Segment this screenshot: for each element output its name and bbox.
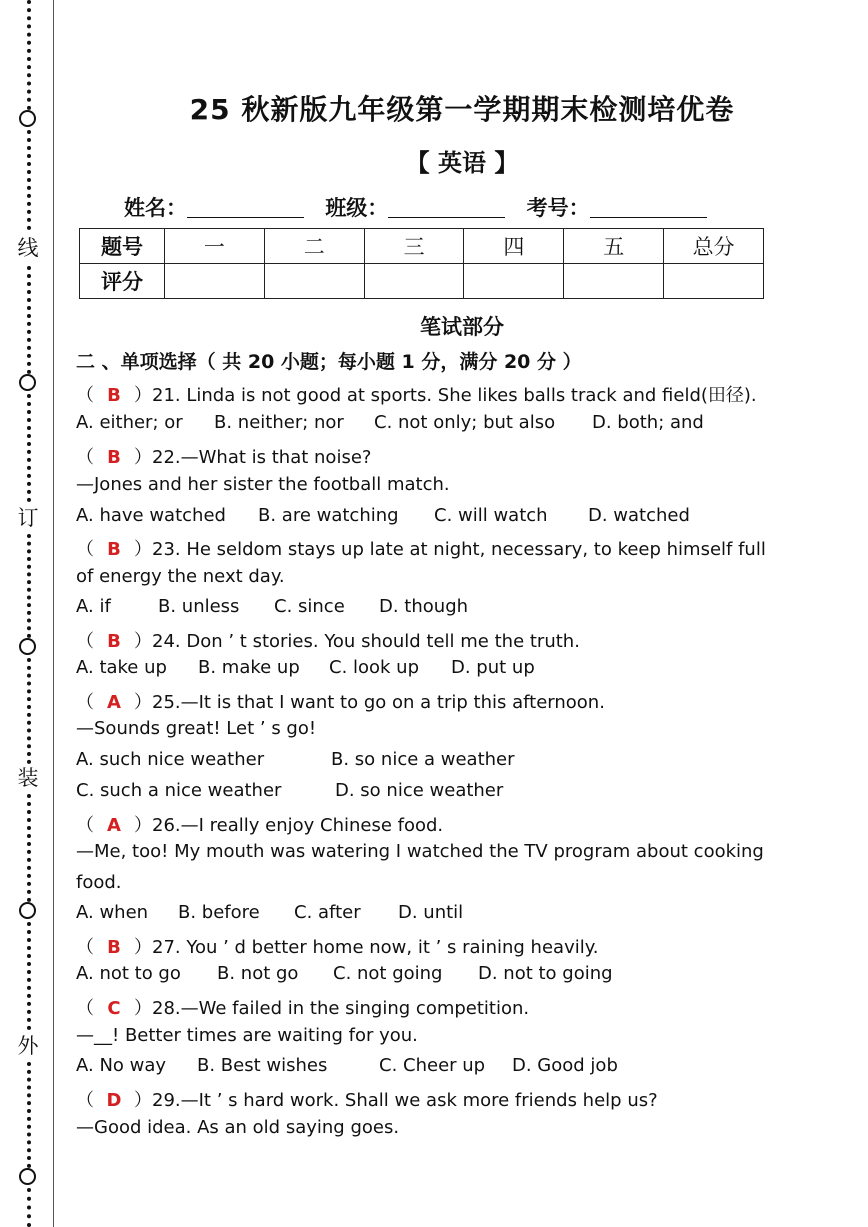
option-b: B. Best wishes — [197, 1055, 328, 1076]
stem-text: 27. You ’ d better home now, it ’ s raining heavily. — [152, 937, 599, 958]
question-26-reply-cont: food. — [76, 872, 122, 893]
exam-number-label: 考号： — [526, 196, 590, 220]
stem-text: 26.—I really enjoy Chinese food. — [152, 815, 444, 836]
class-label: 班级： — [325, 196, 389, 220]
binding-hole — [19, 110, 36, 127]
stem-text: 29.—It ’ s hard work. Shall we ask more friends help us? — [152, 1090, 658, 1111]
option-d: D. both; and — [592, 412, 704, 433]
option-a: A. take up — [76, 657, 167, 678]
question-27-stem — [76, 933, 599, 959]
question-number-header: 题号 — [80, 229, 165, 264]
student-info-row — [124, 192, 824, 222]
paren: ） — [134, 385, 152, 406]
option-a: A. No way — [76, 1055, 167, 1076]
stem-text: 23. He seldom stays up late at night, necessary, to keep himself full — [152, 539, 766, 560]
score-cell[interactable] — [364, 264, 464, 299]
binding-hole — [19, 638, 36, 655]
binding-char: 装 — [17, 766, 39, 790]
score-col-1: 一 — [165, 229, 265, 264]
question-24-options — [76, 657, 535, 678]
binding-hole — [19, 902, 36, 919]
answer-21: B — [107, 385, 121, 406]
question-27-options — [76, 963, 613, 984]
subject-label: 【 英语 】 — [405, 149, 519, 177]
question-26-reply: —Me, too! My mouth was watering I watched the TV program about cooking — [76, 841, 764, 862]
score-table-score-row — [80, 264, 764, 299]
paren: （ — [76, 937, 94, 958]
dotted-line — [27, 1062, 31, 1168]
score-col-4: 四 — [464, 229, 564, 264]
stem-text: 22.—What is that noise? — [152, 447, 372, 468]
part-heading: 二 、单项选择（ 共 20 小题；每小题 1 分，满分 20 分 ） — [76, 351, 582, 373]
answer-24: B — [107, 631, 121, 652]
binding-hole — [19, 1168, 36, 1185]
question-26-options — [76, 902, 463, 923]
dotted-line — [27, 0, 31, 110]
option-c: C. not only; but also — [374, 412, 556, 433]
option-c: C. look up — [329, 657, 420, 678]
question-21-stem — [76, 381, 757, 407]
binding-hole — [19, 374, 36, 391]
dotted-line — [27, 394, 31, 502]
name-label: 姓名： — [124, 196, 187, 220]
score-col-2: 二 — [264, 229, 364, 264]
option-d: D. until — [398, 902, 464, 923]
binding-char: 线 — [17, 236, 39, 260]
binding-line — [53, 0, 54, 1227]
question-28-reply: —__! Better times are waiting for you. — [76, 1025, 418, 1046]
paren: ） — [134, 815, 152, 836]
answer-29: D — [106, 1090, 122, 1111]
exam-number-field[interactable] — [590, 195, 707, 218]
question-25-options-cd — [76, 780, 503, 801]
binding-margin — [0, 0, 56, 1227]
question-23-stem — [76, 535, 766, 561]
option-a: A. when — [76, 902, 149, 923]
question-25-stem — [76, 688, 605, 714]
score-col-5: 五 — [564, 229, 664, 264]
class-field[interactable] — [388, 195, 505, 218]
dotted-line — [27, 130, 31, 230]
option-d: D. Good job — [512, 1055, 618, 1076]
paren: ） — [134, 998, 152, 1019]
question-22-reply: —Jones and her sister the football match. — [76, 474, 450, 495]
option-c: C. since — [274, 596, 345, 617]
paren: （ — [76, 1090, 94, 1111]
score-col-3: 三 — [364, 229, 464, 264]
binding-char: 订 — [17, 506, 39, 530]
stem-text: 28.—We failed in the singing competition. — [152, 998, 530, 1019]
name-field[interactable] — [187, 195, 304, 218]
option-c: C. will watch — [434, 505, 548, 526]
binding-char: 外 — [17, 1034, 39, 1058]
option-b: B. before — [178, 902, 260, 923]
question-25-reply: —Sounds great! Let ’ s go! — [76, 718, 317, 739]
question-29-reply: —Good idea. As an old saying goes. — [76, 1117, 400, 1138]
paren: ） — [134, 937, 152, 958]
option-a: A. such nice weather — [76, 749, 265, 770]
question-23-stem-cont: of energy the next day. — [76, 566, 285, 587]
question-23-options — [76, 596, 468, 617]
paren: （ — [76, 539, 94, 560]
question-25-options-ab — [76, 749, 515, 770]
stem-text: 25.—It is that I want to go on a trip this afternoon. — [152, 692, 605, 713]
paren: （ — [76, 631, 94, 652]
paren: ） — [134, 692, 152, 713]
paren: （ — [76, 385, 94, 406]
answer-28: C — [107, 998, 121, 1019]
paren: ） — [134, 539, 152, 560]
option-c: C. not going — [333, 963, 443, 984]
paren: ） — [134, 631, 152, 652]
option-b: B. unless — [158, 596, 240, 617]
dotted-line — [27, 266, 31, 374]
dotted-line — [27, 1188, 31, 1227]
question-28-stem — [76, 994, 529, 1020]
question-26-stem — [76, 811, 443, 837]
paren: （ — [76, 815, 94, 836]
option-d: D. put up — [451, 657, 535, 678]
paren: （ — [76, 447, 94, 468]
exam-title: 25 秋新版九年级第一学期期末检测培优卷 — [189, 93, 735, 126]
stem-text: 24. Don ’ t stories. You should tell me the truth. — [152, 631, 580, 652]
option-b: B. not go — [217, 963, 299, 984]
score-table — [79, 228, 764, 299]
stem-text: 21. Linda is not good at sports. She likes balls track and field(田径). — [152, 385, 757, 406]
question-22-stem — [76, 443, 371, 469]
option-c: C. after — [294, 902, 361, 923]
dotted-line — [27, 658, 31, 764]
question-24-stem — [76, 627, 580, 653]
score-cell[interactable] — [464, 264, 564, 299]
option-d: D. so nice weather — [335, 780, 504, 801]
question-28-options — [76, 1055, 618, 1076]
score-cell[interactable] — [564, 264, 664, 299]
option-b: B. are watching — [258, 505, 399, 526]
option-c: C. such a nice weather — [76, 780, 282, 801]
dotted-line — [27, 534, 31, 638]
paren: ） — [134, 447, 152, 468]
paren: ） — [134, 1090, 152, 1111]
question-29-stem — [76, 1086, 658, 1112]
option-d: D. though — [379, 596, 469, 617]
option-a: A. not to go — [76, 963, 181, 984]
answer-26: A — [107, 815, 121, 836]
option-a: A. have watched — [76, 505, 226, 526]
score-cell[interactable] — [264, 264, 364, 299]
dotted-line — [27, 922, 31, 1030]
option-a: A. either; or — [76, 412, 183, 433]
question-21-options — [76, 412, 704, 433]
option-d: D. watched — [588, 505, 690, 526]
score-cell[interactable] — [664, 264, 764, 299]
score-cell[interactable] — [165, 264, 265, 299]
paren: （ — [76, 998, 94, 1019]
score-col-total: 总分 — [664, 229, 764, 264]
answer-25: A — [107, 692, 121, 713]
option-d: D. not to going — [478, 963, 613, 984]
answer-23: B — [107, 539, 121, 560]
option-c: C. Cheer up — [379, 1055, 486, 1076]
question-22-options — [76, 505, 690, 526]
answer-27: B — [107, 937, 121, 958]
option-a: A. if — [76, 596, 111, 617]
section-title: 笔试部分 — [420, 315, 504, 339]
score-table-header-row — [80, 229, 764, 264]
option-b: B. make up — [198, 657, 300, 678]
paren: （ — [76, 692, 94, 713]
dotted-line — [27, 794, 31, 902]
score-row-label: 评分 — [80, 264, 165, 299]
option-b: B. neither; nor — [214, 412, 344, 433]
answer-22: B — [107, 447, 121, 468]
option-b: B. so nice a weather — [331, 749, 515, 770]
